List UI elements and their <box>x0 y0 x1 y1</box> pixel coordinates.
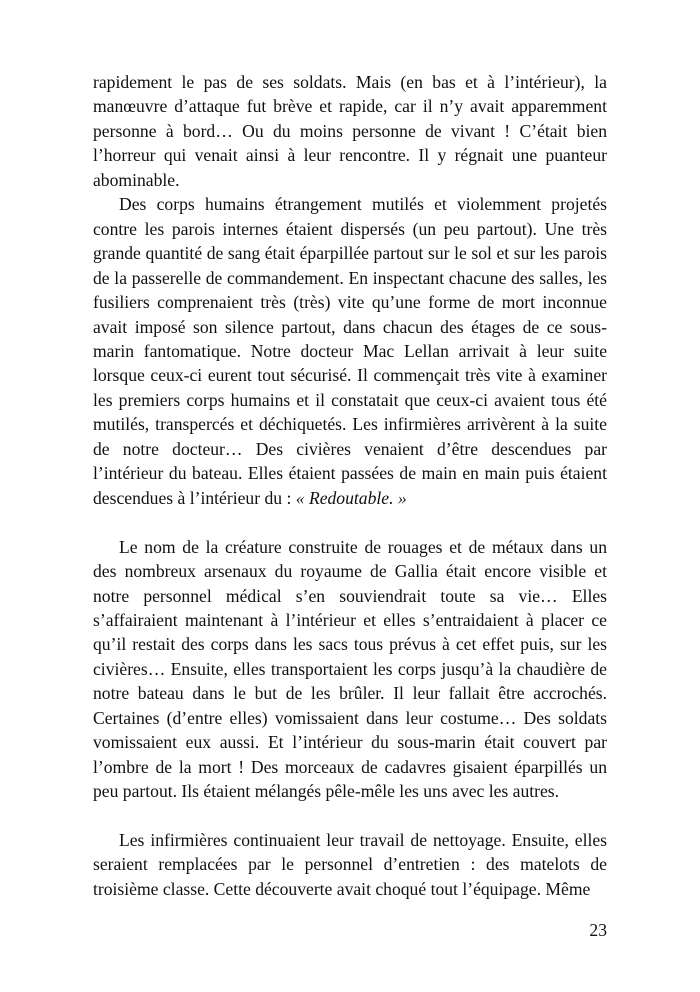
paragraph-1 <box>93 70 607 192</box>
paragraph-4-text: Les infirmières continuaient leur travail de nettoyage. Ensuite, elles seraient remplacées par le personnel d’entretien : des matelots de troisième classe. Cette découverte avait choqué tout l’équipage. Même <box>93 830 607 899</box>
page-number: 23 <box>589 920 607 940</box>
ship-name-italic: « Redoutable. » <box>295 487 407 508</box>
body-text <box>93 70 607 901</box>
paragraph-2-text: Des corps humains étrangement mutilés et violemment projetés contre les parois internes étaient dispersés (un peu partout). Une très grande quantité de sang était éparpillée partout sur le sol et sur les parois de la passerelle de commandement. En inspectant chacune des salles, les fusiliers comprenaient très (très) vite qu’une forme de mort inconnue avait imposé son silence partout, dans chacun des étages de ce sous-marin fantomatique. Notre docteur Mac Lellan arrivait à leur suite lorsque ceux-ci eurent tout sécurisé. Il commençait très vite à examiner les premiers corps humains et il constatait que ceux-ci avaient tous été mutilés, transpercés et déchiquetés. Les infirmières arrivèrent à la suite de notre docteur… Des civières venaient d’être descendues par l’intérieur du bateau. Elles étaient passées de main en main puis étaient descendues à l’intérieur du : <box>93 194 607 508</box>
paragraph-3 <box>93 535 607 804</box>
paragraph-1-text: rapidement le pas de ses soldats. Mais (en bas et à l’intérieur), la manœuvre d’attaque fut brève et rapide, car il n’y avait apparemment personne à bord… Ou du moins personne de vivant ! C’était bien l’horreur qui venait ainsi à leur rencontre. Il y régnait une puanteur abominable. <box>93 72 607 190</box>
paragraph-4 <box>93 828 607 901</box>
paragraph-2 <box>93 192 607 510</box>
paragraph-3-text: Le nom de la créature construite de rouages et de métaux dans un des nombreux arsenaux du royaume de Gallia était encore visible et notre personnel médical s’en souviendrait toute sa vie… Elles s’affairaient maintenant à l’intérieur et elles s’entraidaient à placer ce qu’il restait des corps dans les sacs tous prévus à cet effet puis, sur les civières… Ensuite, elles transportaient les corps jusqu’à la chaudière de notre bateau dans le but de les brûler. Il leur fallait être accrochés. Certaines (d’entre elles) vomissaient dans leur costume… Des soldats vomissaient eux aussi. Et l’intérieur du sous-marin était couvert par l’ombre de la mort ! Des morceaux de cadavres gisaient éparpillés un peu partout. Ils étaient mélangés pêle-mêle les uns avec les autres. <box>93 536 607 802</box>
